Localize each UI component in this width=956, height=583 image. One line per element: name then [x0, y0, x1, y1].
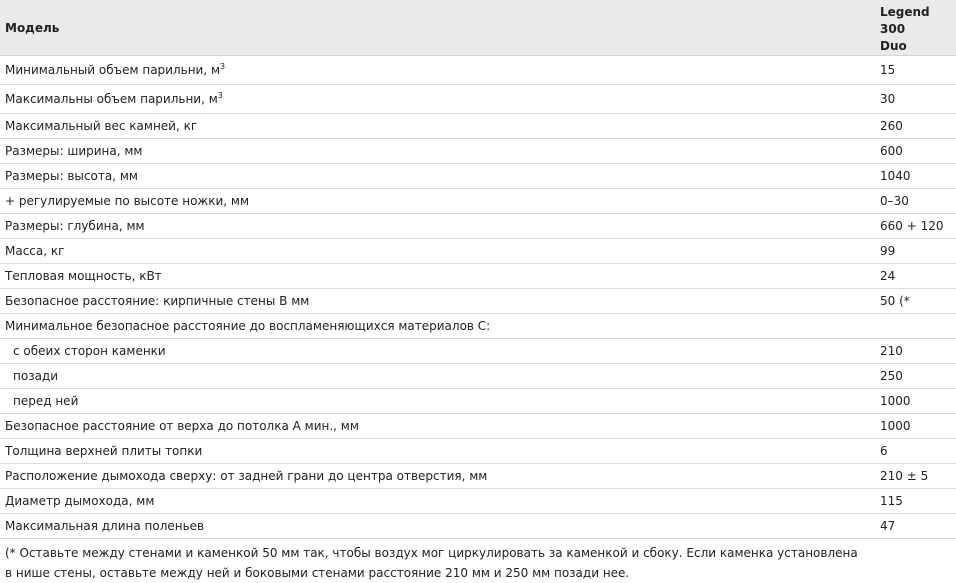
superscript-unit: 3: [220, 62, 225, 71]
table-row-min-volume: [0, 56, 956, 85]
footnote-row: [0, 539, 956, 583]
row-label: Максимальная длина поленьев: [0, 514, 876, 539]
row-value: 6: [876, 439, 956, 464]
table-row-stone-weight: [0, 114, 956, 139]
row-value: 660 + 120: [876, 214, 956, 239]
row-label: Размеры: глубина, мм: [0, 214, 876, 239]
row-label: + регулируемые по высоте ножки, мм: [0, 189, 876, 214]
row-label: перед ней: [0, 389, 876, 414]
row-value: 30: [876, 85, 956, 114]
row-value: [876, 314, 956, 339]
row-value: 15: [876, 56, 956, 85]
table-row-adjustable-feet: [0, 189, 956, 214]
row-value: 260: [876, 114, 956, 139]
row-value: 1040: [876, 164, 956, 189]
table-row-top-plate-thickness: [0, 439, 956, 464]
row-label-text: Минимальный объем парильни, м: [5, 63, 220, 77]
column-header-product: [876, 0, 956, 56]
row-value: 0–30: [876, 189, 956, 214]
row-label: позади: [0, 364, 876, 389]
row-value: 210: [876, 339, 956, 364]
row-value: 1000: [876, 414, 956, 439]
table-row-flue-diameter: [0, 489, 956, 514]
table-row-width: [0, 139, 956, 164]
row-value: 99: [876, 239, 956, 264]
row-label: Размеры: ширина, мм: [0, 139, 876, 164]
row-label: Масса, кг: [0, 239, 876, 264]
table-row-height: [0, 164, 956, 189]
row-label: Диаметр дымохода, мм: [0, 489, 876, 514]
row-value: 250: [876, 364, 956, 389]
superscript-unit: 3: [218, 91, 223, 100]
row-value: 115: [876, 489, 956, 514]
row-value: 47: [876, 514, 956, 539]
table-row-log-length: [0, 514, 956, 539]
table-row-ceiling-distance: [0, 414, 956, 439]
row-label: с обеих сторон каменки: [0, 339, 876, 364]
table-row-flammable-distance-heading: [0, 314, 956, 339]
row-label: Безопасное расстояние от верха до потолка A мин., мм: [0, 414, 876, 439]
row-label: Размеры: высота, мм: [0, 164, 876, 189]
product-name-line1: Legend 300: [880, 5, 930, 36]
row-label: Максимальный вес камней, кг: [0, 114, 876, 139]
table-row-front-distance: [0, 389, 956, 414]
table-row-brick-wall-distance: [0, 289, 956, 314]
footnote-text: (* Оставьте между стенами и каменкой 50 мм так, чтобы воздух мог циркулировать за каменкой и сбоку. Если каменка установлена в нише стены, оставьте между ней и боковыми стенами расстояние 210 мм и 250 мм позади нее.: [5, 543, 865, 583]
table-row-sides-distance: [0, 339, 956, 364]
row-label: Безопасное расстояние: кирпичные стены B мм: [0, 289, 876, 314]
row-value: 50 (*: [876, 289, 956, 314]
row-label: [0, 85, 876, 114]
table-row-mass: [0, 239, 956, 264]
table-row-max-volume: [0, 85, 956, 114]
row-label: Толщина верхней плиты топки: [0, 439, 876, 464]
product-name-line2: Duo: [880, 39, 907, 53]
table-header-row: [0, 0, 956, 56]
row-value: 210 ± 5: [876, 464, 956, 489]
footnote-cell: [0, 539, 956, 583]
row-value: 1000: [876, 389, 956, 414]
row-label: [0, 56, 876, 85]
row-label-text: Максимальны объем парильни, м: [5, 92, 218, 106]
row-label: Расположение дымохода сверху: от задней грани до центра отверстия, мм: [0, 464, 876, 489]
table-row-heat-output: [0, 264, 956, 289]
row-label: Минимальное безопасное расстояние до воспламеняющихся материалов C:: [0, 314, 876, 339]
table-row-depth: [0, 214, 956, 239]
table-row-flue-position: [0, 464, 956, 489]
table-row-behind-distance: [0, 364, 956, 389]
row-label: Тепловая мощность, кВт: [0, 264, 876, 289]
column-header-model: Модель: [0, 0, 876, 56]
row-value: 600: [876, 139, 956, 164]
row-value: 24: [876, 264, 956, 289]
